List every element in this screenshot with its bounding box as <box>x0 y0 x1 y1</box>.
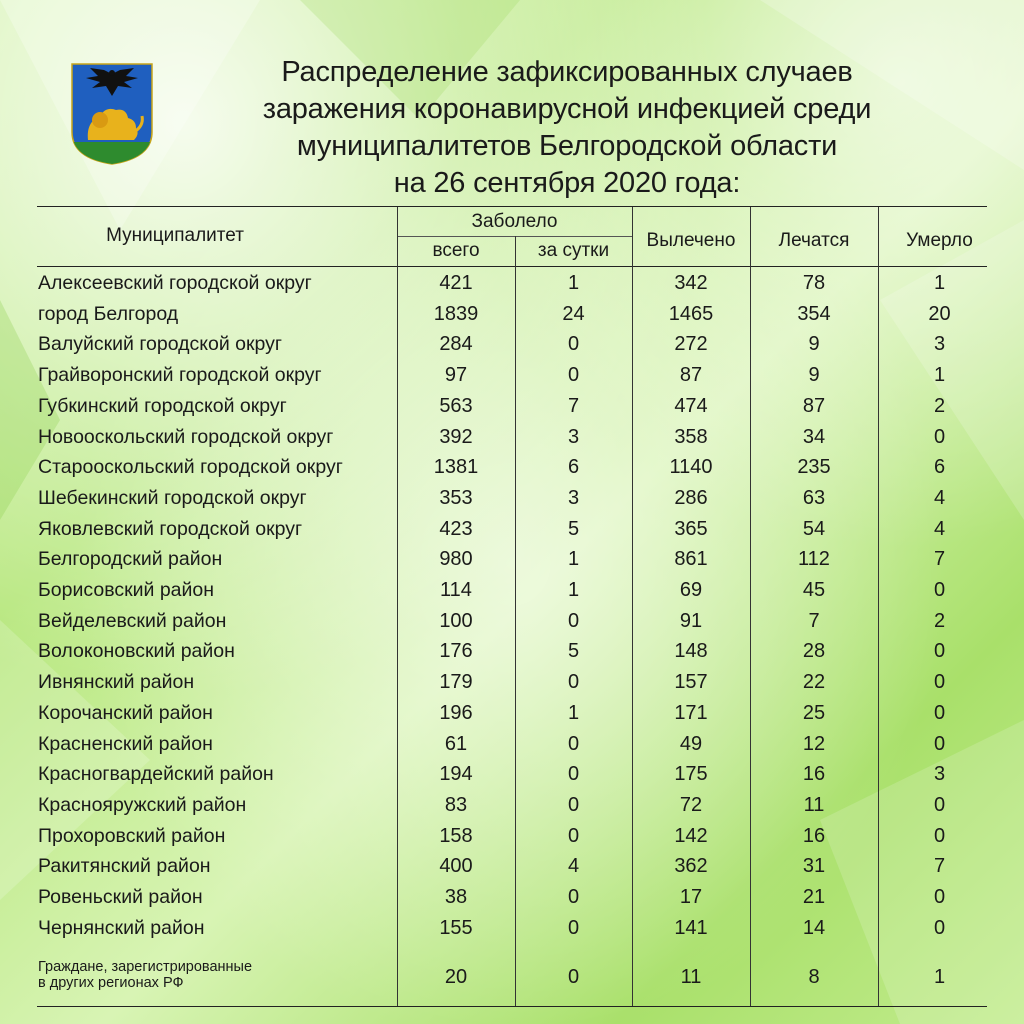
infected-total: 421 <box>439 272 473 294</box>
header-per-day: за сутки <box>537 240 610 261</box>
treated-count: 9 <box>808 333 820 356</box>
recovered-count: 342 <box>674 272 708 294</box>
infected-total: 114 <box>440 579 472 601</box>
table-row <box>0 268 1024 299</box>
municipality-name: Краснояружский район <box>38 793 247 816</box>
header-died: Умерло <box>906 230 973 251</box>
recovered-count: 69 <box>679 579 703 601</box>
infected-per-day: 0 <box>567 763 580 786</box>
recovered-count: 861 <box>674 548 708 571</box>
infected-per-day: 5 <box>567 640 580 663</box>
municipality-name: Прохоровский район <box>38 824 226 847</box>
recovered-count: 141 <box>674 916 708 939</box>
infected-per-day: 0 <box>567 824 580 847</box>
municipality-name: Губкинский городской округ <box>38 394 287 417</box>
recovered-count: 148 <box>674 640 708 663</box>
recovered-count: 91 <box>679 609 703 632</box>
died-count: 0 <box>933 425 946 448</box>
died-count: 2 <box>933 394 946 417</box>
treated-count: 45 <box>802 579 826 601</box>
died-count: 0 <box>933 732 946 755</box>
other-regions-line-2: в других регионах РФ <box>38 975 184 991</box>
died-count: 4 <box>933 486 946 509</box>
died-count: 3 <box>933 763 946 786</box>
recovered-count: 157 <box>674 671 708 694</box>
table-row <box>0 882 1024 913</box>
header-recovered: Вылечено <box>646 230 736 251</box>
died-count: 0 <box>933 701 946 724</box>
header-municipality: Муниципалитет <box>106 225 244 246</box>
treated-count: 235 <box>797 456 831 479</box>
municipality-name: Валуйский городской округ <box>38 333 283 356</box>
table-row <box>0 452 1024 483</box>
infected-total: 392 <box>439 425 473 448</box>
died-count: 0 <box>933 886 946 908</box>
infected-total: 563 <box>439 394 473 417</box>
died-count: 0 <box>933 824 946 847</box>
infected-total: 179 <box>439 671 473 694</box>
infected-total: 353 <box>439 486 473 509</box>
infected-total: 284 <box>439 333 473 356</box>
infected-per-day: 0 <box>567 333 580 356</box>
treated-count: 54 <box>802 517 826 540</box>
treated-count: 78 <box>802 272 826 294</box>
recovered-count: 286 <box>674 486 708 509</box>
died-count: 0 <box>933 793 946 816</box>
belgorod-coat-of-arms-icon <box>70 62 154 166</box>
table-row <box>0 667 1024 698</box>
treated-count: 63 <box>802 486 826 509</box>
table-header-bottom-rule <box>37 266 987 267</box>
died-count: 7 <box>933 548 946 571</box>
treated-count: 34 <box>802 425 826 448</box>
infected-total: 1381 <box>433 456 479 479</box>
municipality-name: Старооскольский городской округ <box>38 456 343 479</box>
municipality-name: Ивнянский район <box>38 671 195 694</box>
table-row <box>0 360 1024 391</box>
treated-count: 112 <box>798 548 830 571</box>
infected-total: 194 <box>439 763 473 786</box>
table-row <box>0 483 1024 514</box>
table-row <box>0 422 1024 453</box>
municipality-name <box>38 959 252 995</box>
recovered-count: 1140 <box>669 456 713 479</box>
died-count: 2 <box>933 609 946 632</box>
page-title <box>190 54 944 202</box>
other-regions-line-1: Граждане, зарегистрированные <box>38 959 253 975</box>
recovered-count: 362 <box>674 855 708 878</box>
recovered-count: 142 <box>674 824 708 847</box>
infected-total: 158 <box>439 824 473 847</box>
municipality-name: Шебекинский городской округ <box>38 486 307 509</box>
municipality-name: Новооскольский городской округ <box>38 425 334 448</box>
recovered-count: 358 <box>674 425 708 448</box>
infected-total: 100 <box>439 609 473 632</box>
treated-count: 16 <box>802 763 826 786</box>
died-count: 6 <box>933 456 946 479</box>
infected-total: 196 <box>439 701 473 724</box>
header-total: всего <box>432 240 480 261</box>
infected-per-day: 0 <box>567 916 580 939</box>
died-count: 0 <box>933 916 946 939</box>
municipality-name: Чернянский район <box>38 916 205 939</box>
municipality-name: Белгородский район <box>38 548 223 571</box>
infected-per-day: 6 <box>567 456 580 479</box>
infected-per-day: 0 <box>567 793 580 816</box>
recovered-count: 474 <box>674 394 708 417</box>
table-row <box>0 299 1024 330</box>
treated-count: 354 <box>797 302 831 325</box>
table-row <box>0 544 1024 575</box>
treated-count: 9 <box>808 364 820 387</box>
municipality-name: Красногвардейский район <box>38 763 274 786</box>
infected-total: 83 <box>444 793 468 816</box>
infected-total: 980 <box>439 548 473 571</box>
treated-count: 25 <box>802 701 826 724</box>
table-row <box>0 329 1024 360</box>
municipality-name: Грайворонский городской округ <box>38 364 322 387</box>
municipality-name: Корочанский район <box>38 701 213 724</box>
municipality-name: Красненский район <box>38 732 213 755</box>
infected-per-day: 0 <box>567 886 580 908</box>
infected-per-day: 1 <box>567 579 580 601</box>
recovered-count: 175 <box>674 763 708 786</box>
title-line-2: заражения коронавирусной инфекцией среди <box>262 93 872 125</box>
table-row-other-regions <box>0 955 1024 999</box>
infected-total: 423 <box>439 517 473 540</box>
recovered-count: 272 <box>674 333 708 356</box>
infected-total: 155 <box>439 916 473 939</box>
recovered-count: 72 <box>679 793 703 816</box>
infected-total: 176 <box>439 640 473 663</box>
infected-total: 400 <box>439 855 473 878</box>
treated-count: 14 <box>802 916 826 939</box>
table-row <box>0 913 1024 944</box>
table-row <box>0 851 1024 882</box>
table-top-rule <box>37 206 987 207</box>
died-count: 0 <box>933 640 946 663</box>
table-row <box>0 729 1024 760</box>
infected-total: 97 <box>444 364 468 387</box>
infected-total: 1839 <box>433 302 479 325</box>
infected-per-day: 0 <box>567 732 580 755</box>
treated-count: 21 <box>802 886 826 908</box>
treated-count: 22 <box>802 671 826 694</box>
infected-per-day: 0 <box>567 671 580 694</box>
table-row <box>0 391 1024 422</box>
infected-per-day: 0 <box>567 966 580 988</box>
municipality-name: Вейделевский район <box>38 609 227 632</box>
recovered-count: 17 <box>679 886 703 908</box>
infected-total: 61 <box>444 732 468 755</box>
treated-count: 7 <box>808 609 820 632</box>
died-count: 3 <box>933 333 946 356</box>
table-row <box>0 514 1024 545</box>
recovered-count: 87 <box>679 364 703 387</box>
died-count: 0 <box>933 579 946 601</box>
municipality-name: Борисовский район <box>38 579 215 601</box>
treated-count: 31 <box>802 855 826 878</box>
died-count: 1 <box>933 364 946 387</box>
recovered-count: 1465 <box>668 302 714 325</box>
municipality-name: Ракитянский район <box>38 855 211 878</box>
recovered-count: 171 <box>674 701 708 724</box>
recovered-count: 365 <box>674 517 708 540</box>
infected-total: 38 <box>444 886 468 908</box>
table-row <box>0 821 1024 852</box>
header-treated: Лечатся <box>778 230 850 251</box>
infected-total: 20 <box>444 966 468 988</box>
infected-per-day: 1 <box>567 701 580 724</box>
treated-count: 28 <box>802 640 826 663</box>
table-row <box>0 759 1024 790</box>
infected-per-day: 3 <box>567 486 580 509</box>
municipality-name: Яковлевский городской округ <box>38 517 303 540</box>
treated-count: 87 <box>802 394 826 417</box>
died-count: 7 <box>933 855 946 878</box>
recovered-count: 11 <box>680 966 702 988</box>
municipality-name: город Белгород <box>38 302 179 325</box>
infected-per-day: 7 <box>567 394 580 417</box>
infected-per-day: 1 <box>567 272 580 294</box>
table-row <box>0 575 1024 606</box>
infected-per-day: 4 <box>567 855 580 878</box>
infected-per-day: 1 <box>567 548 580 571</box>
died-count: 4 <box>933 517 946 540</box>
treated-count: 16 <box>802 824 826 847</box>
municipality-name: Волоконовский район <box>38 640 235 663</box>
table-row <box>0 698 1024 729</box>
table-row <box>0 790 1024 821</box>
treated-count: 12 <box>802 732 826 755</box>
table-row <box>0 606 1024 637</box>
municipality-name: Ровеньский район <box>38 886 203 908</box>
title-line-3: муниципалитетов Белгородской области <box>296 130 838 162</box>
title-line-4: на 26 сентября 2020 года: <box>393 167 741 199</box>
recovered-count: 49 <box>679 732 703 755</box>
municipality-name: Алексеевский городской округ <box>38 272 312 294</box>
died-count: 1 <box>933 272 946 294</box>
infected-per-day: 0 <box>567 364 580 387</box>
title-line-1: Распределение зафиксированных случаев <box>281 56 853 88</box>
infected-per-day: 0 <box>567 609 580 632</box>
treated-count: 11 <box>803 793 825 816</box>
infected-per-day: 24 <box>562 302 585 325</box>
died-count: 0 <box>933 671 946 694</box>
infected-per-day: 5 <box>567 517 580 540</box>
treated-count: 8 <box>808 966 820 988</box>
table-row <box>0 636 1024 667</box>
table-bottom-rule <box>37 1006 987 1007</box>
died-count: 1 <box>933 966 946 988</box>
died-count: 20 <box>928 302 951 325</box>
header-infected: Заболело <box>471 211 558 232</box>
infected-per-day: 3 <box>567 425 580 448</box>
